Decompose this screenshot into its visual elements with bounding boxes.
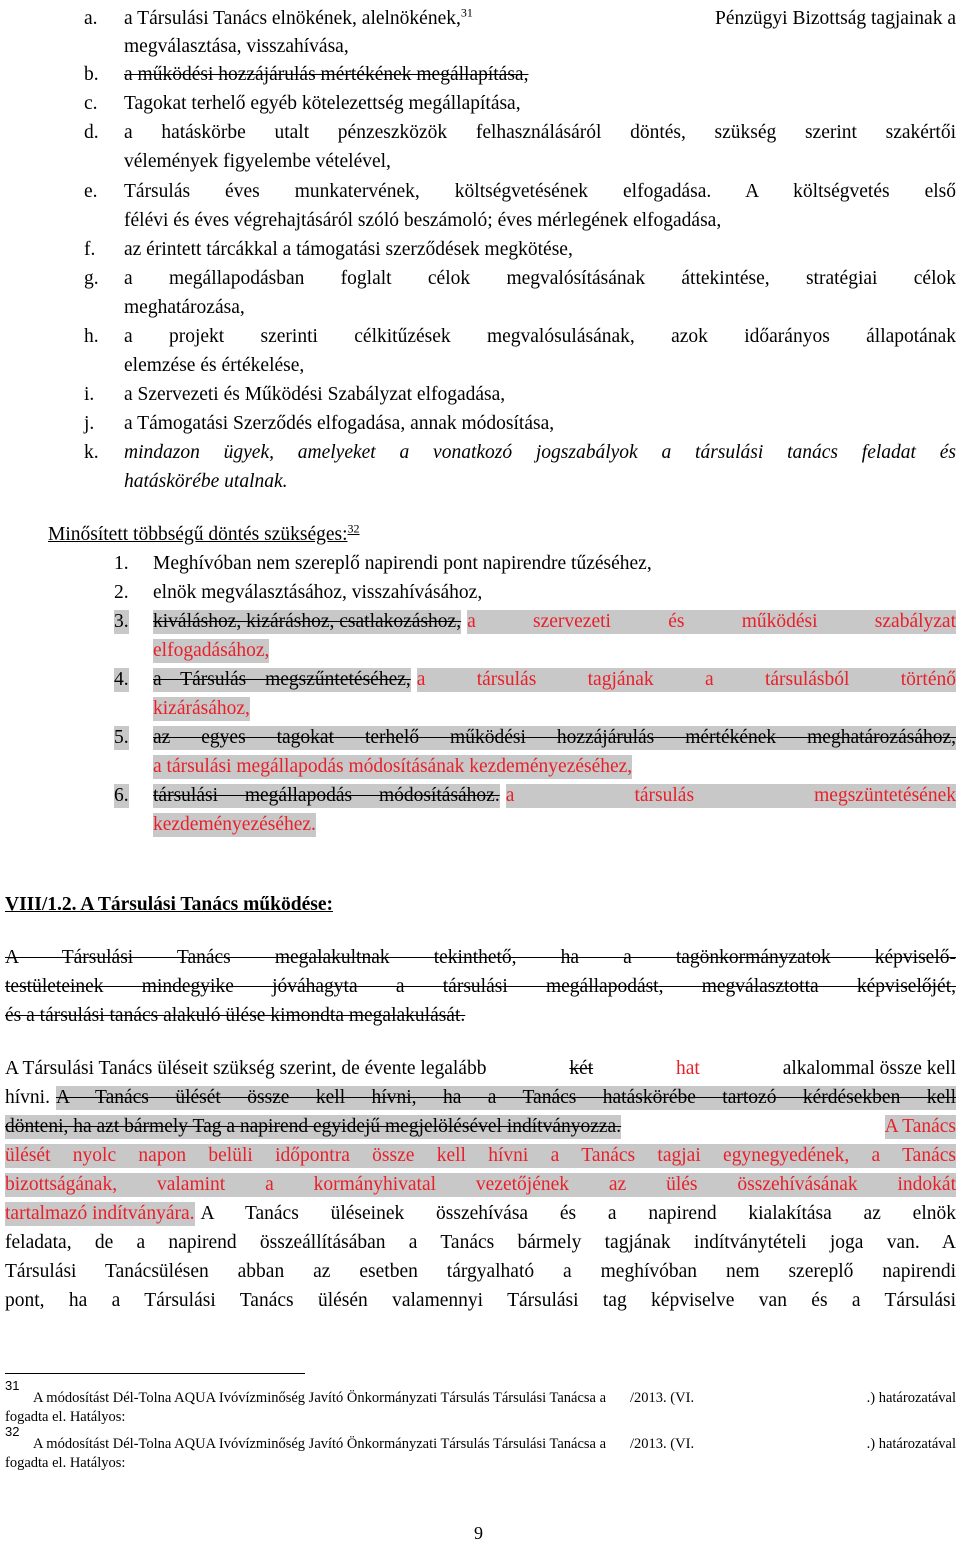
inserted-text: elfogadásához,	[153, 640, 270, 661]
deleted-text: kiváláshoz, kizáráshoz, csatlakozáshoz,	[153, 611, 462, 632]
qualified-item-3	[153, 610, 956, 634]
paragraph-line: feladata, de a napirend összeállításában a Tanács bármely tagjának indítványtételi joga van. A	[5, 1232, 956, 1253]
list-item-e: Társulás éves munkatervének, költségvetésének elfogadása. A költségvetés első	[124, 181, 956, 202]
footnote-ref[interactable]: 31	[460, 5, 473, 20]
paragraph-line: tartalmazó indítványára. A Tanács üléseinek összehívása és a napirend kialakítása az elnök	[5, 1203, 956, 1224]
list-item-d-cont: vélemények figyelembe vételével,	[124, 151, 391, 172]
item-number: 6.	[114, 785, 129, 806]
list-label: h.	[84, 326, 99, 347]
footnote-31-cont: fogadta el. Hatályos:	[5, 1409, 126, 1425]
list-item-k-cont: hatáskörébe utalnak.	[124, 471, 288, 492]
deleted-text: két	[569, 1058, 594, 1079]
paragraph-line	[5, 1115, 956, 1139]
list-item-a: a Társulási Tanács elnökének, alelnökének,$^{31}$ Pénzügyi Bizottság tagjainak a	[124, 5, 956, 29]
paragraph-line: hívni. A Tanács ülését össze kell hívni, ha a Tanács hatáskörébe tartozó kérdésekben kell	[5, 1087, 956, 1108]
list-label: d.	[84, 122, 99, 143]
footnote-32: A módosítást Dél-Tolna AQUA Ivóvízminőség Javító Önkormányzati Társulás Társulási Tanácsa a /2013. (VI. .) határozatával	[33, 1436, 956, 1452]
list-label: c.	[84, 93, 98, 114]
paragraph-line: Társulási Tanácsülésen abban az esetben tárgyalható a meghívóban nem szereplő napirendi	[5, 1261, 956, 1282]
footnote-number: 32	[5, 1424, 20, 1439]
section-heading: VIII/1.2. A Társulási Tanács működése:	[5, 894, 333, 915]
item-number: 2.	[114, 582, 129, 603]
list-item-h: a projekt szerinti célkitűzések megvalósulásának, azok időarányos állapotának	[124, 326, 956, 347]
list-label: i.	[84, 384, 95, 405]
list-label: f.	[84, 239, 96, 260]
list-item-h-cont: elemzése és értékelése,	[124, 355, 305, 376]
list-label: g.	[84, 268, 99, 289]
list-label: j.	[84, 413, 95, 434]
qualified-item-6	[153, 784, 956, 808]
list-item-j: a Támogatási Szerződés elfogadása, annak módosítása,	[124, 413, 555, 434]
inserted-text: tartalmazó indítványára.	[5, 1203, 195, 1224]
inserted-text: ülését nyolc napon belüli időpontra össze kell hívni a Tanács tagjai egynegyedének, a Tanács	[5, 1145, 956, 1166]
deleted-text: a Társulás megszűntetéséhez,	[153, 669, 411, 690]
list-label: k.	[84, 442, 99, 463]
list-item-c: Tagokat terhelő egyéb kötelezettség megállapítása,	[124, 93, 521, 114]
qualified-majority-heading: Minősített többségű döntés szükséges:$^{32}$	[48, 521, 360, 545]
item-number: 4.	[114, 669, 129, 690]
list-item-b: a működési hozzájárulás mértékének megállapítása,	[124, 64, 529, 85]
footnote-number: 31	[5, 1378, 20, 1393]
inserted-text: kizárásához,	[153, 698, 250, 719]
inserted-text: a társulás tagjának a társulásból történő	[416, 669, 956, 690]
footnote-31: A módosítást Dél-Tolna AQUA Ivóvízminőség Javító Önkormányzati Társulás Társulási Tanácsa a /2013. (VI. .) határozatával	[33, 1390, 956, 1406]
list-item-k: mindazon ügyek, amelyeket a vonatkozó jogszabályok a társulási tanács feladat és	[124, 442, 956, 463]
list-item-g: a megállapodásban foglalt célok megvalósításának áttekintése, stratégiai célok	[124, 268, 956, 289]
list-item-d: a hatáskörbe utalt pénzeszközök felhasználásáról döntés, szükség szerint szakértői	[124, 122, 956, 143]
footnote-separator	[5, 1373, 305, 1374]
paragraph-line: és a társulási tanács alakuló ülése kimondta megalakulását.	[5, 1005, 466, 1026]
qualified-item-5: az egyes tagokat terhelő működési hozzájárulás mértékének meghatározásához,	[153, 727, 956, 748]
footnote-32-cont: fogadta el. Hatályos:	[5, 1455, 126, 1471]
list-item-a-cont: megválasztása, visszahívása,	[124, 36, 349, 57]
list-item-e-cont: félévi és éves végrehajtásáról szóló beszámoló; éves mérlegének elfogadása,	[124, 210, 722, 231]
list-item-g-cont: meghatározása,	[124, 297, 245, 318]
paragraph-line: testületeinek mindegyike jóváhagyta a társulási megállapodást, megválasztotta képviselőjét,	[5, 976, 956, 997]
qualified-item-2: elnök megválasztásához, visszahívásához,	[153, 582, 483, 603]
item-number: 1.	[114, 553, 129, 574]
deleted-text: A Tanács ülését össze kell hívni, ha a Tanács hatáskörébe tartozó kérdésekben kell	[55, 1087, 956, 1108]
list-item-f: az érintett tárcákkal a támogatási szerződések megkötése,	[124, 239, 573, 260]
qualified-item-1: Meghívóban nem szereplő napirendi pont napirendre tűzéséhez,	[153, 553, 652, 574]
paragraph-line: A Társulási Tanács megalakultnak tekinthető, ha a tagönkormányzatok képviselő-	[5, 947, 956, 968]
list-label: e.	[84, 181, 98, 202]
footnote-ref[interactable]: 32	[347, 521, 360, 536]
paragraph-line: pont, ha a Társulási Tanács ülésén valamennyi Társulási tag képviselve van és a Társulási	[5, 1290, 956, 1311]
inserted-text: hat	[676, 1058, 700, 1079]
list-label: a.	[84, 8, 98, 29]
paragraph-line: A Társulási Tanács üléseit szükség szerint, de évente legalább két hat alkalommal össze kell	[5, 1058, 956, 1079]
list-label: b.	[84, 64, 99, 85]
qualified-item-4	[153, 668, 956, 692]
item-number: 3.	[114, 611, 129, 632]
page-number: 9	[474, 1523, 483, 1543]
list-item-i: a Szervezeti és Működési Szabályzat elfogadása,	[124, 384, 506, 405]
inserted-text: a társulás megszüntetésének	[505, 785, 956, 806]
inserted-text: bizottságának, valamint a kormányhivatal vezetőjének az ülés összehívásának indokát	[5, 1174, 956, 1195]
inserted-text: a társulási megállapodás módosításának kezdeményezéséhez,	[153, 756, 633, 777]
inserted-text: A Tanács	[884, 1116, 956, 1137]
inserted-text: kezdeményezéséhez.	[153, 814, 316, 835]
inserted-text: a szervezeti és működési szabályzat	[467, 611, 956, 632]
deleted-text: dönteni, ha azt bármely Tag a napirend egyidejű megjelölésével indítványozza.	[5, 1116, 622, 1137]
item-number: 5.	[114, 727, 129, 748]
deleted-text: társulási megállapodás módosításához.	[153, 785, 500, 806]
